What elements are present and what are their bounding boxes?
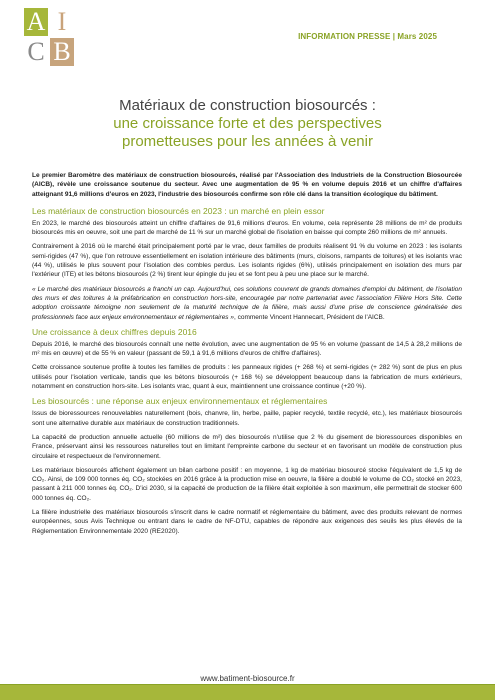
logo-letter-i: I — [50, 8, 74, 36]
quote-attribution: , commente Vincent Hannecart, Président de l'AICB. — [233, 313, 385, 321]
section-2-paragraph-2: Cette croissance soutenue profite à toutes les familles de produits : les panneaux rigides (+ 268 %) et semi-rigides (+ 282 %) sont de plus en plus utilisés pour l'isolation verticale, tandis que les bétons biosourcés (+ 168 %) se développent beaucoup dans la fabrication de murs extérieurs, notamment en construction hors-site. Les isolants vrac, quant à eux, maintiennent une croissance continue (+20 %). — [32, 364, 462, 391]
logo-letter-b: B — [50, 38, 74, 66]
article-body — [32, 171, 462, 541]
page-title — [40, 97, 455, 151]
quote-text: « Le marché des matériaux biosourcés a franchi un cap. Aujourd'hui, ces solutions couvrent de grands domaines d'emploi du bâtiment, de l'isolation des murs et des toitures à la préfabrication en construction hors-site, encouragée par notre partenariat avec l'association Filière Hors Site. Cette adoption croissante témoigne non seulement de la maturité technique de la filière, mais aussi d'une prise de conscience généralisée des professionnels face aux enjeux environnementaux et réglementaires » — [32, 285, 462, 321]
section-3-heading: Les biosourcés : une réponse aux enjeux environnementaux et réglementaires — [32, 396, 328, 407]
section-3-paragraph-1: Issus de bioressources renouvelables naturellement (bois, chanvre, lin, herbe, paille, papier recyclé, textile recyclé, etc.), les matériaux biosourcés sont une alternative durable aux matériaux de construction traditionnels. — [32, 410, 462, 427]
section-1-paragraph-2: Contrairement à 2016 où le marché était principalement porté par le vrac, deux familles de produits réalisent 91 % du volume en 2023 : les isolants semi-rigides (47 %), que l'on retrouve essentiellement en isolation intérieure des bâtiments (murs, cloisons, rampants de toitures) et les isolants vrac (44 %), utilisés le plus souvent pour l'isolation des combles perdus. Les isolants rigides (6%), utilisés principalement en isolation des murs par l'extérieur (ITE) et les bétons biosourcés (2 %) tirent leur épingle du jeu et se font peu à peu une place sur le marché. — [32, 243, 462, 279]
section-3-paragraph-2: La capacité de production annuelle actuelle (60 millions de m²) des biosourcés n'utilise que 2 % du gisement de bioressources disponibles en France, préservant ainsi les ressources naturelles tout en limitant l'empreinte carbone du secteur et en favorisant un modèle de construction plus circulaire et respectueux de l'environnement. — [32, 433, 462, 460]
title-line-2: une croissance forte et des perspectives — [113, 115, 382, 132]
section-2-paragraph-1: Depuis 2016, le marché des biosourcés connaît une nette évolution, avec une augmentation de 95 % en volume (passant de 14,5 à 28,2 millions de m² mis en œuvre) et de 55 % en valeur (passant de 59,1 à 91,6 millions d'euros de chiffre d'affaires). — [32, 340, 462, 358]
aicb-logo — [24, 8, 76, 68]
intro-paragraph: Le premier Baromètre des matériaux de construction biosourcés, réalisé par l'Association des Industriels de la Construction Biosourcée (AICB), révèle une croissance soutenue du secteur. Avec une augmentation de 95 % en volume depuis 2016 et un chiffre d'affaires atteignant 91,6 millions d'euros en 2023, l'industrie des biosourcés confirme son rôle clé dans la transition écologique du bâtiment. — [32, 172, 462, 198]
footer-website-link[interactable]: www.batiment-biosource.fr — [200, 674, 295, 683]
header-tag: INFORMATION PRESSE | Mars 2025 — [298, 32, 437, 41]
section-3-paragraph-4: La filière industrielle des matériaux biosourcés s'inscrit dans le cadre normatif et réglementaire du bâtiment, avec des produits relevant de normes européennes, sous Avis Technique ou entrant dans le cadre de NF-DTU, capables de répondre aux exigences des seuils les plus élevés de la Réglementation Environnementale 2020 (RE2020). — [32, 509, 462, 535]
logo-letter-c: C — [24, 38, 48, 66]
logo-letter-a: A — [24, 8, 48, 36]
footer-bar — [0, 685, 495, 700]
title-line-1: Matériaux de construction biosourcés : — [119, 97, 376, 114]
section-1-paragraph-1: En 2023, le marché des biosourcés atteint un chiffre d'affaires de 91,6 millions d'euros. En volume, cela représente 28 millions de m² de produits biosourcés mis en oeuvre, soit une part de marché de 11 % sur un marché global de l'isolation en baisse qui compte 260 millions de m² annuels. — [32, 219, 462, 237]
title-line-3: prometteuses pour les années à venir — [122, 133, 373, 150]
section-3-paragraph-3: Les matériaux biosourcés affichent également un bilan carbone positif : en moyenne, 1 kg de matériau biosourcé stocke l'équivalent de 1,5 kg de CO₂. Ainsi, de 109 000 tonnes éq. CO₂ stockées en 2016 grâce à la production mise en oeuvre, la filière a doublé le volume de CO₂ stocké en 2023, passant à 211 000 tonnes éq. CO₂. D'ici 2030, si la capacité de production de la filière était exploitée à son maximum, elle permettrait de stocker 600 000 tonnes éq. CO₂. — [32, 466, 462, 502]
section-2-heading: Une croissance à deux chiffres depuis 2016 — [32, 326, 197, 337]
section-1-quote — [32, 285, 462, 322]
section-1-heading: Les matériaux de construction biosourcés en 2023 : un marché en plein essor — [32, 205, 325, 216]
